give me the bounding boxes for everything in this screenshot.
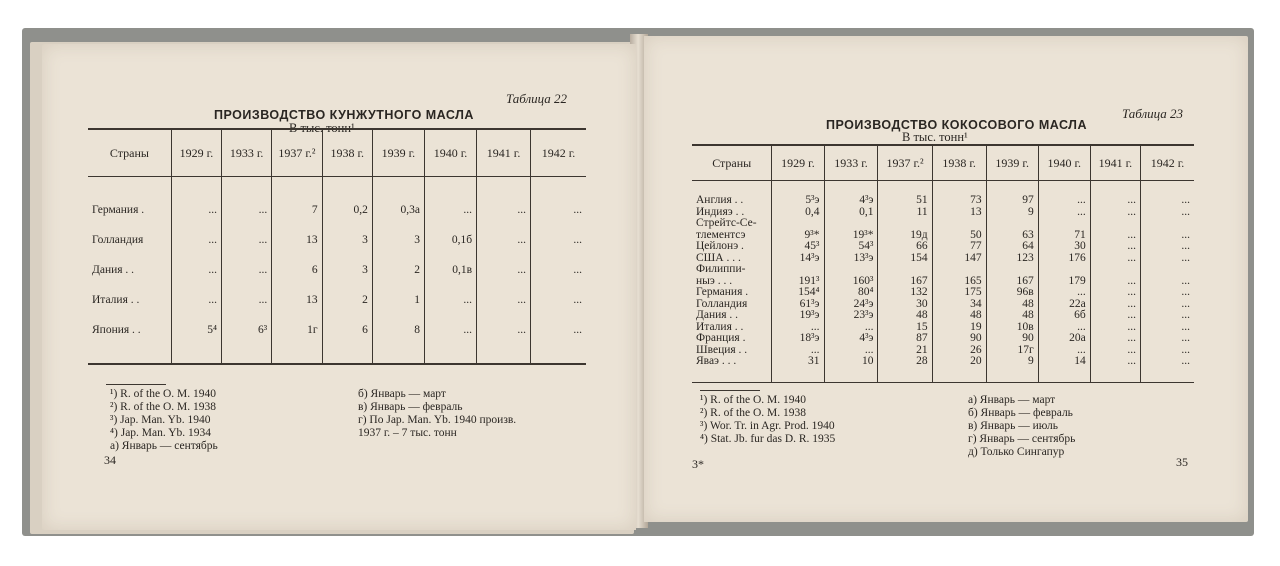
country-cell: Италия . .	[696, 320, 744, 333]
value-cell: 66	[878, 241, 932, 253]
country-cell: Индияэ . .	[696, 205, 745, 218]
value-cell	[824, 264, 878, 276]
value-cell: 3	[322, 225, 372, 255]
table-row	[88, 195, 586, 225]
value-cell: 48	[878, 310, 932, 322]
footnotes-right	[358, 388, 516, 440]
value-cell: 9	[986, 356, 1038, 368]
value-cell: 90	[932, 333, 986, 345]
value-cell: 45³	[772, 241, 824, 253]
table-header-row	[692, 145, 1194, 181]
value-cell: 13³э	[824, 253, 878, 265]
value-cell: ...	[1140, 241, 1194, 253]
value-cell: ...	[1090, 276, 1140, 288]
value-cell	[932, 264, 986, 276]
value-cell: 0,1б	[424, 225, 476, 255]
value-cell: 80⁴	[824, 287, 878, 299]
value-cell: 63	[986, 230, 1038, 242]
footnote-line: а) Январь — март	[968, 394, 1056, 406]
country-cell: США . . .	[696, 251, 741, 264]
value-cell: 154⁴	[772, 287, 824, 299]
table-row	[692, 299, 1194, 311]
value-cell: 87	[878, 333, 932, 345]
value-cell: 11	[878, 207, 932, 219]
footnote-line: а) Январь — сентябрь	[110, 440, 218, 452]
footnote-line: в) Январь — июль	[968, 420, 1059, 432]
value-cell: ...	[1038, 345, 1090, 357]
footnote-rule	[700, 390, 760, 391]
country-cell: Стрейтс-Се-	[696, 217, 757, 229]
value-cell: 19	[932, 322, 986, 334]
value-cell: 48	[986, 299, 1038, 311]
country-cell: Италия . .	[92, 294, 140, 306]
value-cell: ...	[1140, 287, 1194, 299]
value-cell: 13	[272, 285, 322, 315]
value-cell: ...	[824, 345, 878, 357]
value-cell: 61³э	[772, 299, 824, 311]
footnote-line: ³) Jap. Man. Yb. 1940	[110, 414, 211, 426]
value-cell: 73	[932, 195, 986, 207]
value-cell: 23³э	[824, 310, 878, 322]
value-cell: 5⁴	[171, 315, 221, 345]
value-cell	[1090, 264, 1140, 276]
page-number: 34	[104, 453, 116, 467]
col-header: 1929 г.	[171, 129, 221, 177]
table-row	[692, 195, 1194, 207]
footnote-line: в) Январь — февраль	[358, 401, 463, 413]
value-cell: 6	[272, 255, 322, 285]
value-cell: 4³э	[824, 195, 878, 207]
value-cell: ...	[1090, 241, 1140, 253]
table-row	[692, 345, 1194, 357]
value-cell: 147	[932, 253, 986, 265]
value-cell: 0,3а	[372, 195, 424, 225]
col-header: 1933 г.	[824, 145, 878, 181]
footnote-line: 1937 г. – 7 тыс. тонн	[358, 427, 457, 439]
value-cell: 175	[932, 287, 986, 299]
value-cell: ...	[1038, 287, 1090, 299]
value-cell: ...	[1090, 207, 1140, 219]
table-row	[692, 333, 1194, 345]
value-cell: ...	[772, 322, 824, 334]
table-body	[88, 177, 586, 365]
value-cell	[1038, 264, 1090, 276]
value-cell: 30	[878, 299, 932, 311]
value-cell: ...	[1140, 299, 1194, 311]
value-cell: 48	[986, 310, 1038, 322]
col-header: 1939 г.	[986, 145, 1038, 181]
table-row	[692, 241, 1194, 253]
value-cell: 48	[932, 310, 986, 322]
value-cell: 160³	[824, 276, 878, 288]
value-cell: 13	[272, 225, 322, 255]
country-cell: Яваэ . . .	[696, 355, 737, 367]
footnote-rule	[106, 384, 166, 385]
footnotes-left	[110, 388, 218, 453]
coconut-oil-table	[692, 144, 1194, 383]
value-cell: 17г	[986, 345, 1038, 357]
value-cell: ...	[171, 225, 221, 255]
value-cell: ...	[222, 255, 272, 285]
value-cell: 0,1	[824, 207, 878, 219]
country-cell: Германия .	[696, 286, 749, 298]
value-cell: 14	[1038, 356, 1090, 368]
sesame-oil-table	[88, 128, 586, 365]
value-cell: 167	[986, 276, 1038, 288]
value-cell: 14³э	[772, 253, 824, 265]
value-cell	[1140, 264, 1194, 276]
table-title: ПРОИЗВОДСТВО КУНЖУТНОГО МАСЛА	[214, 108, 474, 122]
value-cell	[824, 218, 878, 230]
col-header: 1940 г.	[424, 129, 476, 177]
value-cell: 19д	[878, 230, 932, 242]
value-cell: ...	[1090, 287, 1140, 299]
value-cell: 0,4	[772, 207, 824, 219]
value-cell: 28	[878, 356, 932, 368]
col-header: 1937 г.²	[272, 129, 322, 177]
value-cell: ...	[1140, 276, 1194, 288]
country-cell: Англия . .	[696, 194, 744, 206]
value-cell: ...	[1090, 322, 1140, 334]
value-cell: ...	[1140, 345, 1194, 357]
footnote-line: ⁴) Jap. Man. Yb. 1934	[110, 427, 212, 439]
value-cell: 191³	[772, 276, 824, 288]
value-cell: 4³э	[824, 333, 878, 345]
value-cell: ...	[222, 195, 272, 225]
value-cell: 165	[932, 276, 986, 288]
value-cell: ...	[1038, 195, 1090, 207]
value-cell: 19³э	[772, 310, 824, 322]
table-row	[692, 264, 1194, 276]
value-cell: ...	[824, 322, 878, 334]
value-cell: 19³*	[824, 230, 878, 242]
value-cell: ...	[477, 255, 531, 285]
value-cell: 5³э	[772, 195, 824, 207]
value-cell: 26	[932, 345, 986, 357]
footnote-line: ²) R. of the O. M. 1938	[700, 407, 806, 419]
value-cell: ...	[1090, 253, 1140, 265]
col-header: 1929 г.	[772, 145, 824, 181]
country-cell: Дания . .	[92, 264, 135, 276]
table-row	[88, 255, 586, 285]
table-row	[692, 356, 1194, 368]
value-cell: 0,2	[322, 195, 372, 225]
country-cell: Цейлонэ .	[696, 240, 744, 252]
footnote-line: г) Январь — сентябрь	[968, 433, 1076, 445]
value-cell: 0,1в	[424, 255, 476, 285]
value-cell: 64	[986, 241, 1038, 253]
value-cell	[878, 264, 932, 276]
value-cell: 3	[372, 225, 424, 255]
footnote-line: ¹) R. of the O. M. 1940	[700, 394, 806, 406]
table-row	[692, 218, 1194, 230]
value-cell: 21	[878, 345, 932, 357]
footnote-line: г) По Jap. Man. Yb. 1940 произв.	[358, 414, 517, 426]
value-cell: ...	[1038, 322, 1090, 334]
value-cell: 31	[772, 356, 824, 368]
table-units: В тыс. тонн¹	[902, 130, 968, 144]
value-cell: 34	[932, 299, 986, 311]
value-cell: 167	[878, 276, 932, 288]
table-body	[692, 181, 1194, 383]
table-row	[692, 287, 1194, 299]
country-cell: ныэ . . .	[696, 274, 733, 287]
value-cell: ...	[477, 225, 531, 255]
value-cell: ...	[171, 195, 221, 225]
country-cell: Швеция . .	[696, 343, 748, 356]
value-cell: ...	[1140, 195, 1194, 207]
value-cell: ...	[222, 285, 272, 315]
country-cell: Голландия	[92, 234, 144, 246]
value-cell	[878, 218, 932, 230]
footnotes-left	[700, 394, 835, 446]
value-cell: 30	[1038, 241, 1090, 253]
value-cell: 15	[878, 322, 932, 334]
value-cell: 6б	[1038, 310, 1090, 322]
value-cell	[986, 264, 1038, 276]
table-row	[692, 253, 1194, 265]
country-cell: Голландия	[696, 297, 748, 310]
value-cell: 3	[322, 255, 372, 285]
value-cell: ...	[477, 195, 531, 225]
value-cell: 90	[986, 333, 1038, 345]
table-row	[692, 276, 1194, 288]
value-cell: 71	[1038, 230, 1090, 242]
value-cell: ...	[772, 345, 824, 357]
value-cell: 54³	[824, 241, 878, 253]
value-cell: 10в	[986, 322, 1038, 334]
value-cell: 132	[878, 287, 932, 299]
value-cell: ...	[1140, 310, 1194, 322]
page-number: 35	[1176, 455, 1188, 469]
col-header: 1942 г.	[531, 129, 586, 177]
country-cell: Дания . .	[696, 309, 739, 321]
value-cell: 2	[322, 285, 372, 315]
value-cell: 6	[322, 315, 372, 345]
value-cell: 154	[878, 253, 932, 265]
value-cell	[932, 218, 986, 230]
value-cell: 13	[932, 207, 986, 219]
value-cell: ...	[531, 315, 586, 345]
table-row	[692, 310, 1194, 322]
footnote-line: ⁴) Stat. Jb. fur das D. R. 1935	[700, 433, 836, 445]
value-cell	[772, 218, 824, 230]
value-cell: ...	[1090, 356, 1140, 368]
table-row	[88, 285, 586, 315]
value-cell: 9	[986, 207, 1038, 219]
value-cell: ...	[222, 225, 272, 255]
footnote-line: б) Январь — март	[358, 388, 446, 400]
value-cell: 179	[1038, 276, 1090, 288]
value-cell	[986, 218, 1038, 230]
value-cell: ...	[171, 255, 221, 285]
value-cell: ...	[477, 315, 531, 345]
value-cell	[1038, 218, 1090, 230]
value-cell: ...	[1090, 195, 1140, 207]
country-cell: Франция .	[696, 332, 746, 344]
table-number: Таблица 23	[1122, 106, 1184, 121]
value-cell: 51	[878, 195, 932, 207]
col-header: 1937 г.²	[878, 145, 932, 181]
value-cell: ...	[531, 195, 586, 225]
value-cell: 1	[372, 285, 424, 315]
col-header: 1941 г.	[477, 129, 531, 177]
table-row	[692, 230, 1194, 242]
value-cell: 96в	[986, 287, 1038, 299]
value-cell: 18³э	[772, 333, 824, 345]
col-header: 1938 г.	[932, 145, 986, 181]
table-row	[692, 322, 1194, 334]
footnote-line: ¹) R. of the O. M. 1940	[110, 388, 216, 400]
value-cell: 22а	[1038, 299, 1090, 311]
value-cell: 6³	[222, 315, 272, 345]
value-cell: 9³*	[772, 230, 824, 242]
value-cell: ...	[1140, 356, 1194, 368]
country-cell: Япония . .	[92, 324, 141, 336]
value-cell	[1090, 218, 1140, 230]
col-header: Страны	[88, 129, 171, 177]
value-cell: 123	[986, 253, 1038, 265]
value-cell: 97	[986, 195, 1038, 207]
value-cell	[1140, 218, 1194, 230]
value-cell: ...	[1090, 299, 1140, 311]
value-cell: 176	[1038, 253, 1090, 265]
value-cell: ...	[1090, 345, 1140, 357]
value-cell: ...	[531, 225, 586, 255]
value-cell: ...	[1140, 207, 1194, 219]
value-cell: ...	[1140, 253, 1194, 265]
value-cell: ...	[171, 285, 221, 315]
footnote-line: ²) R. of the O. M. 1938	[110, 401, 216, 413]
value-cell: ...	[1140, 230, 1194, 242]
value-cell: ...	[1090, 310, 1140, 322]
value-cell: ...	[1090, 230, 1140, 242]
footnote-line: д) Только Сингапур	[968, 446, 1065, 458]
col-header: 1940 г.	[1038, 145, 1090, 181]
value-cell: 77	[932, 241, 986, 253]
table-row	[88, 225, 586, 255]
country-cell: Филиппи-	[696, 263, 746, 275]
value-cell: ...	[424, 195, 476, 225]
footnotes-right	[968, 394, 1075, 459]
value-cell: 1г	[272, 315, 322, 345]
table-units: В тыс. тонн¹	[289, 121, 355, 135]
value-cell: ...	[477, 285, 531, 315]
value-cell: ...	[531, 285, 586, 315]
col-header: 1941 г.	[1090, 145, 1140, 181]
value-cell: 20а	[1038, 333, 1090, 345]
table-row	[88, 315, 586, 345]
value-cell: 24³э	[824, 299, 878, 311]
value-cell: 8	[372, 315, 424, 345]
value-cell: ...	[1038, 207, 1090, 219]
table-number: Таблица 22	[506, 91, 568, 106]
value-cell: ...	[1140, 333, 1194, 345]
country-cell: тлементсэ	[696, 228, 746, 241]
col-header: Страны	[692, 145, 772, 181]
col-header: 1933 г.	[222, 129, 272, 177]
value-cell: ...	[424, 285, 476, 315]
footnote-line: ³) Wor. Tr. in Agr. Prod. 1940	[700, 420, 835, 432]
table-header-row	[88, 129, 586, 177]
table-row	[692, 207, 1194, 219]
col-header: 1938 г.	[322, 129, 372, 177]
signature-mark: 3*	[692, 457, 704, 471]
table-title: ПРОИЗВОДСТВО КОКОСОВОГО МАСЛА	[826, 118, 1087, 132]
value-cell: ...	[1140, 322, 1194, 334]
value-cell: 7	[272, 195, 322, 225]
col-header: 1939 г.	[372, 129, 424, 177]
value-cell: ...	[424, 315, 476, 345]
value-cell: 2	[372, 255, 424, 285]
value-cell: 20	[932, 356, 986, 368]
value-cell: ...	[1090, 333, 1140, 345]
value-cell: 50	[932, 230, 986, 242]
col-header: 1942 г.	[1140, 145, 1194, 181]
value-cell	[772, 264, 824, 276]
value-cell: 10	[824, 356, 878, 368]
footnote-line: б) Январь — февраль	[968, 407, 1073, 419]
value-cell: ...	[531, 255, 586, 285]
country-cell: Германия .	[92, 204, 145, 216]
